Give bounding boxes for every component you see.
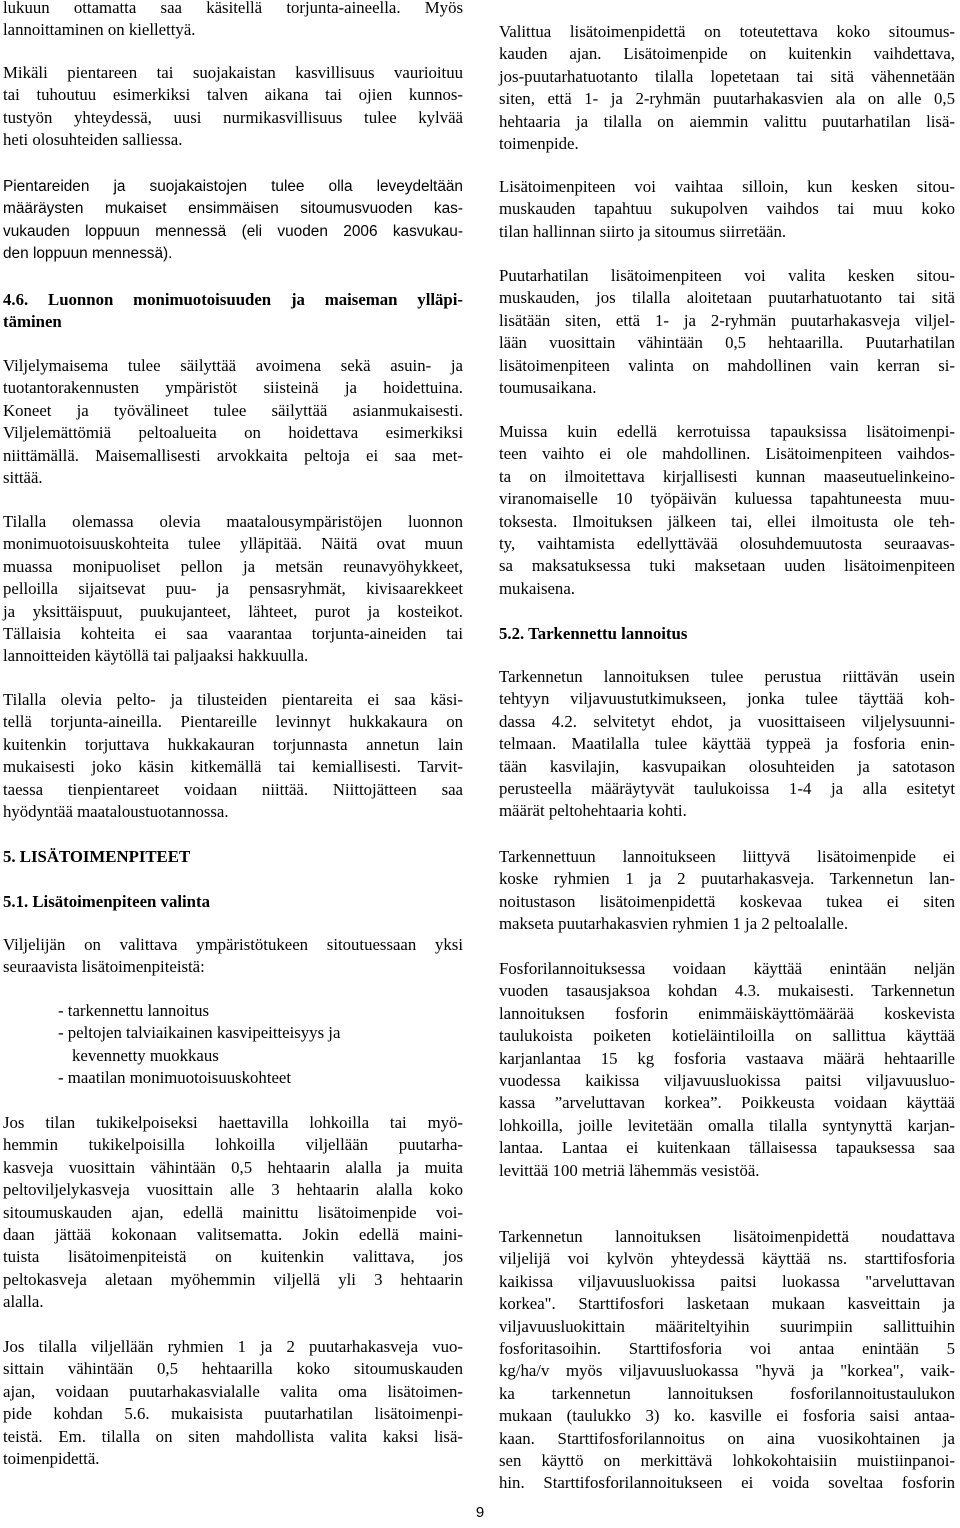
text-line: Tarkennettuun lannoitukseen liittyvä lisätoimenpide ei	[499, 847, 955, 866]
text-line: kaan. Starttifosforilannoitus on aina vuosikohtainen ja	[499, 1428, 955, 1448]
text-line: viljelijä voi kylvön yhteydessä käyttää ns. starttifosforia	[499, 1249, 955, 1269]
text-line: kassa ”arveluttavan korkea”. Poikkeusta voidaan käyttää	[499, 1093, 955, 1113]
text-line: heti olosuhteiden salliessa.	[3, 130, 183, 150]
paragraph	[499, 21, 955, 155]
text-line: Viljelijän on valittava ympäristötukeen sitoutuessaan yksi	[3, 935, 463, 954]
text-line: sittain vähintään 0,5 hehtaarilla koko sitoumuskauden	[3, 1359, 463, 1379]
text-line: sen käyttö on merkittävä lohkokohtaisiin muistiinpanoi-	[499, 1450, 955, 1470]
left-column	[3, 0, 463, 1528]
text-line: pide kohdan 5.6. mukaisista puutarhatilan lisätoimenpi-	[3, 1404, 463, 1424]
text-line: sa maksatuksessa tuki maksetaan uuden lisätoimenpiteen	[499, 556, 955, 576]
section-heading: 5.1. Lisätoimenpiteen valinta	[3, 892, 210, 911]
text-line: noitustason lisätoimenpidettä koskevaa tukea ei siten	[499, 891, 955, 911]
text-line: ta on ilmoitettava kirjallisesti kunnan maaseutuelinkeino-	[499, 466, 955, 486]
text-line: siten, että 1- ja 2-ryhmän puutarhakasvien ala on alle 0,5	[499, 89, 955, 109]
paragraph	[499, 1226, 955, 1495]
text-line: tai tuhoutuu esimerkiksi talven aikana tai ojien kunnos-	[3, 85, 463, 105]
text-line: jos-puutarhatuotanto tilalla lopetetaan tai sitä vähennetään	[499, 66, 955, 86]
text-line: fosforitasoihin. Starttifosforia voi antaa enintään 5	[499, 1338, 955, 1358]
text-line: täminen	[3, 312, 62, 332]
text-line: alalla.	[3, 1292, 44, 1312]
text-line: Fosforilannoituksessa voidaan käyttää enintään neljän	[499, 959, 955, 978]
list-item: - maatilan monimuotoisuuskohteet	[58, 1068, 292, 1088]
text-line: Lisätoimenpiteen voi vaihtaa silloin, kun kesken sitou-	[499, 177, 955, 196]
text-line: perusteella määräytyvät taulukoissa 1-4 ja alla esitetyt	[499, 778, 955, 798]
text-line: lohkoilla, joille levitetään omalla tilalla syntynyttä karjan-	[499, 1115, 955, 1135]
text-line: niittämällä. Maisemallisesti arvokkaita peltoja ei saa met-	[3, 445, 463, 465]
bullet-list	[3, 1000, 463, 1090]
text-line: vuoden tasausjaksoa kohdan 4.3. mukaisesti. Tarkennetun	[499, 981, 955, 1001]
paragraph	[499, 666, 955, 823]
text-line: kauden ajan. Lisätoimenpide on kuitenkin vaihdettava,	[499, 44, 955, 64]
paragraph	[499, 176, 955, 243]
text-line: lään vuosittain vähintään 0,5 hehtaarilla. Puutarhatilan	[499, 333, 955, 353]
text-line: korkea". Starttifosfori lasketaan mukaan kasveittain ja	[499, 1294, 955, 1314]
paragraph	[3, 689, 463, 823]
text-line: Koneet ja työvälineet tulee säilyttää asianmukaisesti.	[3, 400, 463, 420]
text-line: Valittua lisätoimenpidettä on toteutettava koko sitoumus-	[499, 22, 955, 41]
paragraph	[499, 846, 955, 936]
text-line: Viljelemättömiä peltoalueita on hoidettava esimerkiksi	[3, 423, 463, 443]
text-line: den loppuun mennessä).	[3, 245, 173, 263]
paragraph	[3, 355, 463, 489]
text-line: Tarkennetun lannoituksen lisätoimenpidettä noudattava	[499, 1227, 955, 1246]
text-line: levittää 100 metriä lähemmäs vesistöä.	[499, 1160, 760, 1180]
text-line: muskauden, jos tilalla aloitetaan puutarhatuotanto tai sitä	[499, 288, 955, 308]
text-line: tustyön yhteydessä, uusi nurmikasvillisuus tulee kylvää	[3, 107, 463, 127]
text-line: seuraavista lisätoimenpiteistä:	[3, 957, 205, 977]
text-line: teen vaihto ei ole mahdollinen. Lisätoimenpiteen vaihdos-	[499, 444, 955, 464]
paragraph	[499, 421, 955, 600]
text-line: karjanlantaa 15 kg fosforia vastaava määrä hehtaarille	[499, 1048, 955, 1068]
text-line: Jos tilan tukikelpoiseksi haettavilla lohkoilla tai myö-	[3, 1113, 463, 1132]
text-line: Tarkennetun lannoituksen tulee perustua riittävän usein	[499, 667, 955, 686]
text-line: sitoumuskauden ajan, edellä mainittu lisätoimenpide voi-	[3, 1202, 463, 1222]
text-line: lannoittaminen on kiellettyä.	[3, 20, 196, 40]
text-line: taessa tienpientareet voidaan niittää. Niittojätteen saa	[3, 779, 463, 799]
text-line: lisätään siten, että 1- ja 2-ryhmän puutarhakasveja viljel-	[499, 310, 955, 330]
text-line: teistä. Em. tilalla on siten mahdollista valita kaksi lisä-	[3, 1426, 463, 1446]
text-line: tään kasvilajin, kasvupaikan olosuhteiden ja satotason	[499, 756, 955, 776]
paragraph	[499, 265, 955, 399]
text-line: Pientareiden ja suojakaistojen tulee olla leveydeltään	[3, 178, 463, 195]
text-line: hemmin tukikelpoisilla lohkoilla viljellään puutarha-	[3, 1135, 463, 1155]
chapter-heading: 5. LISÄTOIMENPITEET	[3, 847, 191, 866]
text-line: tellä torjunta-aineilla. Pientareille levinnyt hukkakaura on	[3, 712, 463, 732]
right-column	[499, 0, 955, 1528]
paragraph	[3, 0, 463, 42]
text-line: lisätoimenpiteen valinta on mahdollinen vain kerran si-	[499, 355, 955, 375]
page-number: 9	[475, 1504, 485, 1521]
text-line: viljavuusluokittain määriteltyihin suurimpiin sallittuihin	[499, 1316, 955, 1336]
text-line: koske ryhmien 1 ja 2 puutarhakasveja. Tarkennetun lan-	[499, 869, 955, 889]
text-line: monimuotoisuuskohteita tulee ylläpitää. Näitä ovat muun	[3, 534, 463, 554]
text-line: toksesta. Ilmoituksen jälkeen tai, ellei ilmoitusta ole teh-	[499, 511, 955, 531]
paragraph	[499, 958, 955, 1182]
text-line: Tilalla olevia pelto- ja tilusteiden pientareita ei saa käsi-	[3, 690, 463, 709]
text-line: vuodessa kaikissa viljavuusluokissa paitsi viljavuusluo-	[499, 1070, 955, 1090]
text-line: 4.6. Luonnon monimuotoisuuden ja maiseman ylläpi-	[3, 290, 463, 309]
text-line: kg/ha/v myös viljavuusluokassa "hyvä ja "korkea", vaik-	[499, 1361, 955, 1381]
text-line: Jos tilalla viljellään ryhmien 1 ja 2 puutarhakasveja vuo-	[3, 1337, 463, 1356]
text-line: viranomaiselle 10 työpäivän kuluessa tapahtuneesta muu-	[499, 489, 955, 509]
text-line: kasveja vuosittain vähintään 0,5 hehtaarin alalla ja muita	[3, 1157, 463, 1177]
paragraph	[3, 511, 463, 668]
text-line: muskauden tapahtuu sukupolven vaihdos tai muu koko	[499, 199, 955, 219]
text-line: mukaan (taulukko 3) ko. kasville ei fosforia saisi antaa-	[499, 1406, 955, 1426]
list-item: - peltojen talviaikainen kasvipeitteisyys ja	[58, 1023, 341, 1043]
text-line: tuista lisätoimenpiteistä on kuitenkin valittava, jos	[3, 1247, 463, 1267]
text-line: kuitenkin torjuttava hukkakauran torjunnasta annetun lain	[3, 734, 463, 754]
paragraph	[3, 1336, 463, 1470]
text-line: toumusaikana.	[499, 377, 597, 397]
text-line: toimenpide.	[499, 133, 579, 153]
text-line: Tällaisia kohteita ei saa vaarantaa torjunta-aineiden tai	[3, 623, 463, 643]
text-line: dassa 4.2. selvitetyt ehdot, ja vuosittaiseen viljelysuunni-	[499, 711, 955, 731]
paragraph	[3, 1112, 463, 1314]
text-line: ty, vaihtamista edellyttävää olosuhdemuutosta seuraavas-	[499, 533, 955, 553]
text-line: sittää.	[3, 467, 43, 487]
text-line: lannoituksen fosforin enimmäiskäyttömäärää koskevista	[499, 1003, 955, 1023]
text-line: Viljelymaisema tulee säilyttää avoimena sekä asuin- ja	[3, 356, 463, 375]
text-line: tilan hallinnan siirto ja sitoumus siirretään.	[499, 221, 787, 241]
paragraph	[3, 62, 463, 152]
text-line: hyödyntää maataloustuotannossa.	[3, 801, 229, 821]
text-line: peltokasveja aletaan myöhemmin viljellä yli 3 hehtaarin	[3, 1269, 463, 1289]
text-line: ka tarkennetun lannoituksen fosforilannoitustaulukon	[499, 1383, 955, 1403]
text-line: peltoviljelykasveja vuosittain alle 3 hehtaarin alalla koko	[3, 1180, 463, 1200]
text-line: Tilalla olemassa olevia maatalousympäristöjen luonnon	[3, 512, 463, 531]
list-item: - tarkennettu lannoitus	[58, 1001, 209, 1020]
text-line: taulukoista poiketen kotieläintiloilla on sallittua käyttää	[499, 1026, 955, 1046]
text-line: tehtyyn viljavuustutkimukseen, jonka tulee täyttää koh-	[499, 689, 955, 709]
text-line: daan jättää kokonaan valitsematta. Jokin edellä maini-	[3, 1224, 463, 1244]
section-heading: 5.2. Tarkennettu lannoitus	[499, 624, 688, 643]
text-line: määrät peltohehtaaria kohti.	[499, 801, 687, 821]
text-line: mukaisesti joko käsin kitkemällä tai kemiallisesti. Tarvit-	[3, 757, 463, 777]
list-item-continuation: kevennetty muokkaus	[72, 1045, 219, 1065]
text-line: kaikissa viljavuusluokissa paitsi luokassa "arveluttavan	[499, 1271, 955, 1291]
text-line: hin. Starttifosforilannoitukseen ei voida soveltaa fosforin	[499, 1473, 955, 1493]
text-line: Mikäli pientareen tai suojakaistan kasvillisuus vaurioituu	[3, 63, 463, 82]
text-line: pelloilla sijaitsevat puu- ja pensasryhmät, kivisaarekkeet	[3, 579, 463, 599]
text-line: telmaan. Maatilalla tulee käyttää typpeä ja fosforia enin-	[499, 734, 955, 754]
text-line: hehtaaria ja tilalla on aiemmin valittu puutarhatilan lisä-	[499, 111, 955, 131]
text-line: Puutarhatilan lisätoimenpiteen voi valita kesken sitou-	[499, 266, 955, 285]
text-line: lukuun ottamatta saa käsitellä torjunta-aineella. Myös	[3, 0, 463, 17]
section-heading	[3, 289, 463, 334]
paragraph	[3, 934, 463, 979]
text-line: Muissa kuin edellä kerrotuissa tapauksissa lisätoimenpi-	[499, 422, 955, 441]
text-line: ja yksittäispuut, puukujanteet, lähteet, purot ja kosteikot.	[3, 601, 463, 621]
text-line: toimenpidettä.	[3, 1448, 100, 1468]
paragraph	[3, 176, 463, 266]
text-line: tuotantorakennusten ympäristöt siisteinä ja hoidettuina.	[3, 378, 463, 398]
text-line: vukauden loppuun mennessä (eli vuoden 2006 kasvukau-	[3, 222, 463, 240]
text-line: määräysten mukaiset ensimmäisen sitoumusvuoden kas-	[3, 200, 463, 218]
text-line: lannoitteiden käytöllä tai paljaaksi hakkuulla.	[3, 646, 309, 666]
text-line: makseta puutarhakasvien ryhmien 1 ja 2 peltoalalle.	[499, 914, 849, 934]
text-line: muassa monipuoliset pellon ja metsän reunavyöhykkeet,	[3, 556, 463, 576]
text-line: lantaa. Lantaa ei kuitenkaan tällaisessa tapauksessa saa	[499, 1138, 955, 1158]
text-line: mukaisena.	[499, 578, 575, 598]
text-line: ajan, voidaan puutarhakasvialalle valita oma lisätoimen-	[3, 1381, 463, 1401]
